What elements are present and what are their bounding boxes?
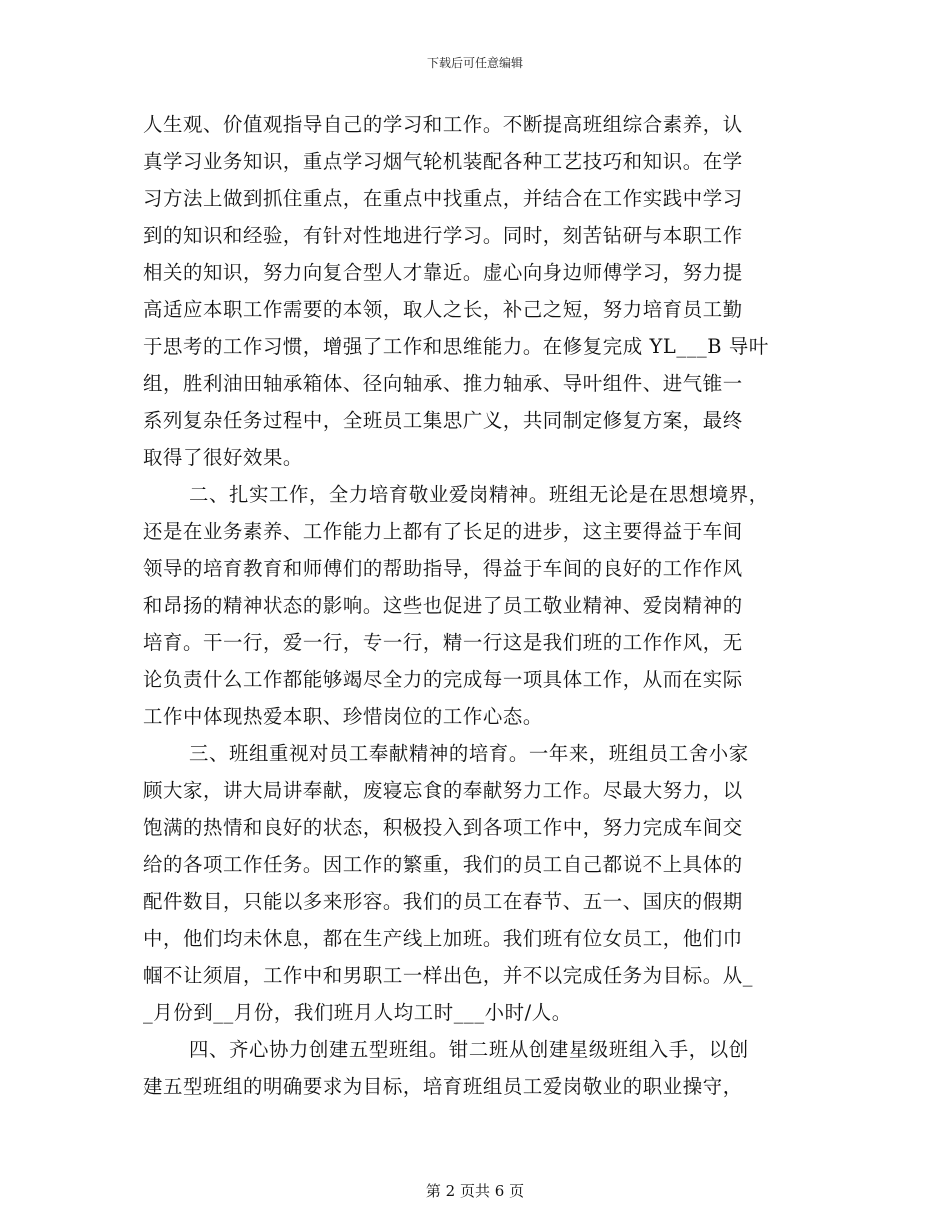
paragraph-line: 习方法上做到抓住重点，在重点中找重点，并结合在工作实践中学习 [143, 187, 743, 210]
document-body [143, 106, 803, 1105]
paragraph-line: 真学习业务知识，重点学习烟气轮机装配各种工艺技巧和知识。在学 [143, 150, 743, 173]
paragraph-line: 领导的培育教育和师傅们的帮助指导，得益于车间的良好的工作作风 [143, 557, 743, 580]
paragraph-line: _月份到__月份，我们班月人均工时___小时/人。 [143, 1001, 572, 1024]
paragraph-line: 建五型班组的明确要求为目标，培育班组员工爱岗敬业的职业操守， [143, 1075, 743, 1098]
paragraph-line: 给的各项工作任务。因工作的繁重，我们的员工自己都说不上具体的 [143, 853, 743, 876]
paragraph-line: 于思考的工作习惯，增强了工作和思维能力。在修复完成 YL___B 导叶 [143, 335, 769, 358]
paragraph-line: 还是在业务素养、工作能力上都有了长足的进步，这主要得益于车间 [143, 520, 743, 543]
paragraph-line: 培育。干一行，爱一行，专一行，精一行这是我们班的工作作风，无 [143, 631, 743, 654]
paragraph-first-line: 二、扎实工作，全力培育敬业爱岗精神。班组无论是在思想境界， [189, 483, 769, 506]
paragraph-line: 高适应本职工作需要的本领，取人之长，补己之短，努力培育员工勤 [143, 298, 743, 321]
page-number-footer: 第 2 页共 6 页 [425, 1182, 525, 1200]
paragraph-line: 帼不让须眉，工作中和男职工一样出色，并不以完成任务为目标。从_ [143, 964, 754, 987]
page-header: 下载后可任意编辑 [426, 56, 523, 70]
paragraph-line: 人生观、价值观指导自己的学习和工作。不断提高班组综合素养，认 [143, 113, 743, 136]
paragraph-first-line: 四、齐心协力创建五型班组。钳二班从创建星级班组入手，以创 [189, 1038, 749, 1061]
paragraph-line: 取得了很好效果。 [143, 446, 303, 469]
paragraph-line: 论负责什么工作都能够竭尽全力的完成每一项具体工作，从而在实际 [143, 668, 743, 691]
paragraph-line: 到的知识和经验，有针对性地进行学习。同时，刻苦钻研与本职工作 [143, 224, 743, 247]
paragraph-line: 系列复杂任务过程中，全班员工集思广义，共同制定修复方案，最终 [143, 409, 743, 432]
paragraph-line: 组，胜利油田轴承箱体、径向轴承、推力轴承、导叶组件、进气锥一 [143, 372, 743, 395]
paragraph-line: 工作中体现热爱本职、珍惜岗位的工作心态。 [143, 705, 543, 728]
paragraph-line: 相关的知识，努力向复合型人才靠近。虚心向身边师傅学习，努力提 [143, 261, 743, 284]
paragraph-line: 配件数目，只能以多来形容。我们的员工在春节、五一、国庆的假期 [143, 890, 743, 913]
paragraph-line: 顾大家，讲大局讲奉献，废寝忘食的奉献努力工作。尽最大努力，以 [143, 779, 743, 802]
paragraph-line: 饱满的热情和良好的状态，积极投入到各项工作中，努力完成车间交 [143, 816, 743, 839]
paragraph-line: 和昂扬的精神状态的影响。这些也促进了员工敬业精神、爱岗精神的 [143, 594, 743, 617]
paragraph-line: 中，他们均未休息，都在生产线上加班。我们班有位女员工，他们巾 [143, 927, 743, 950]
paragraph-first-line: 三、班组重视对员工奉献精神的培育。一年来，班组员工舍小家 [189, 742, 749, 765]
